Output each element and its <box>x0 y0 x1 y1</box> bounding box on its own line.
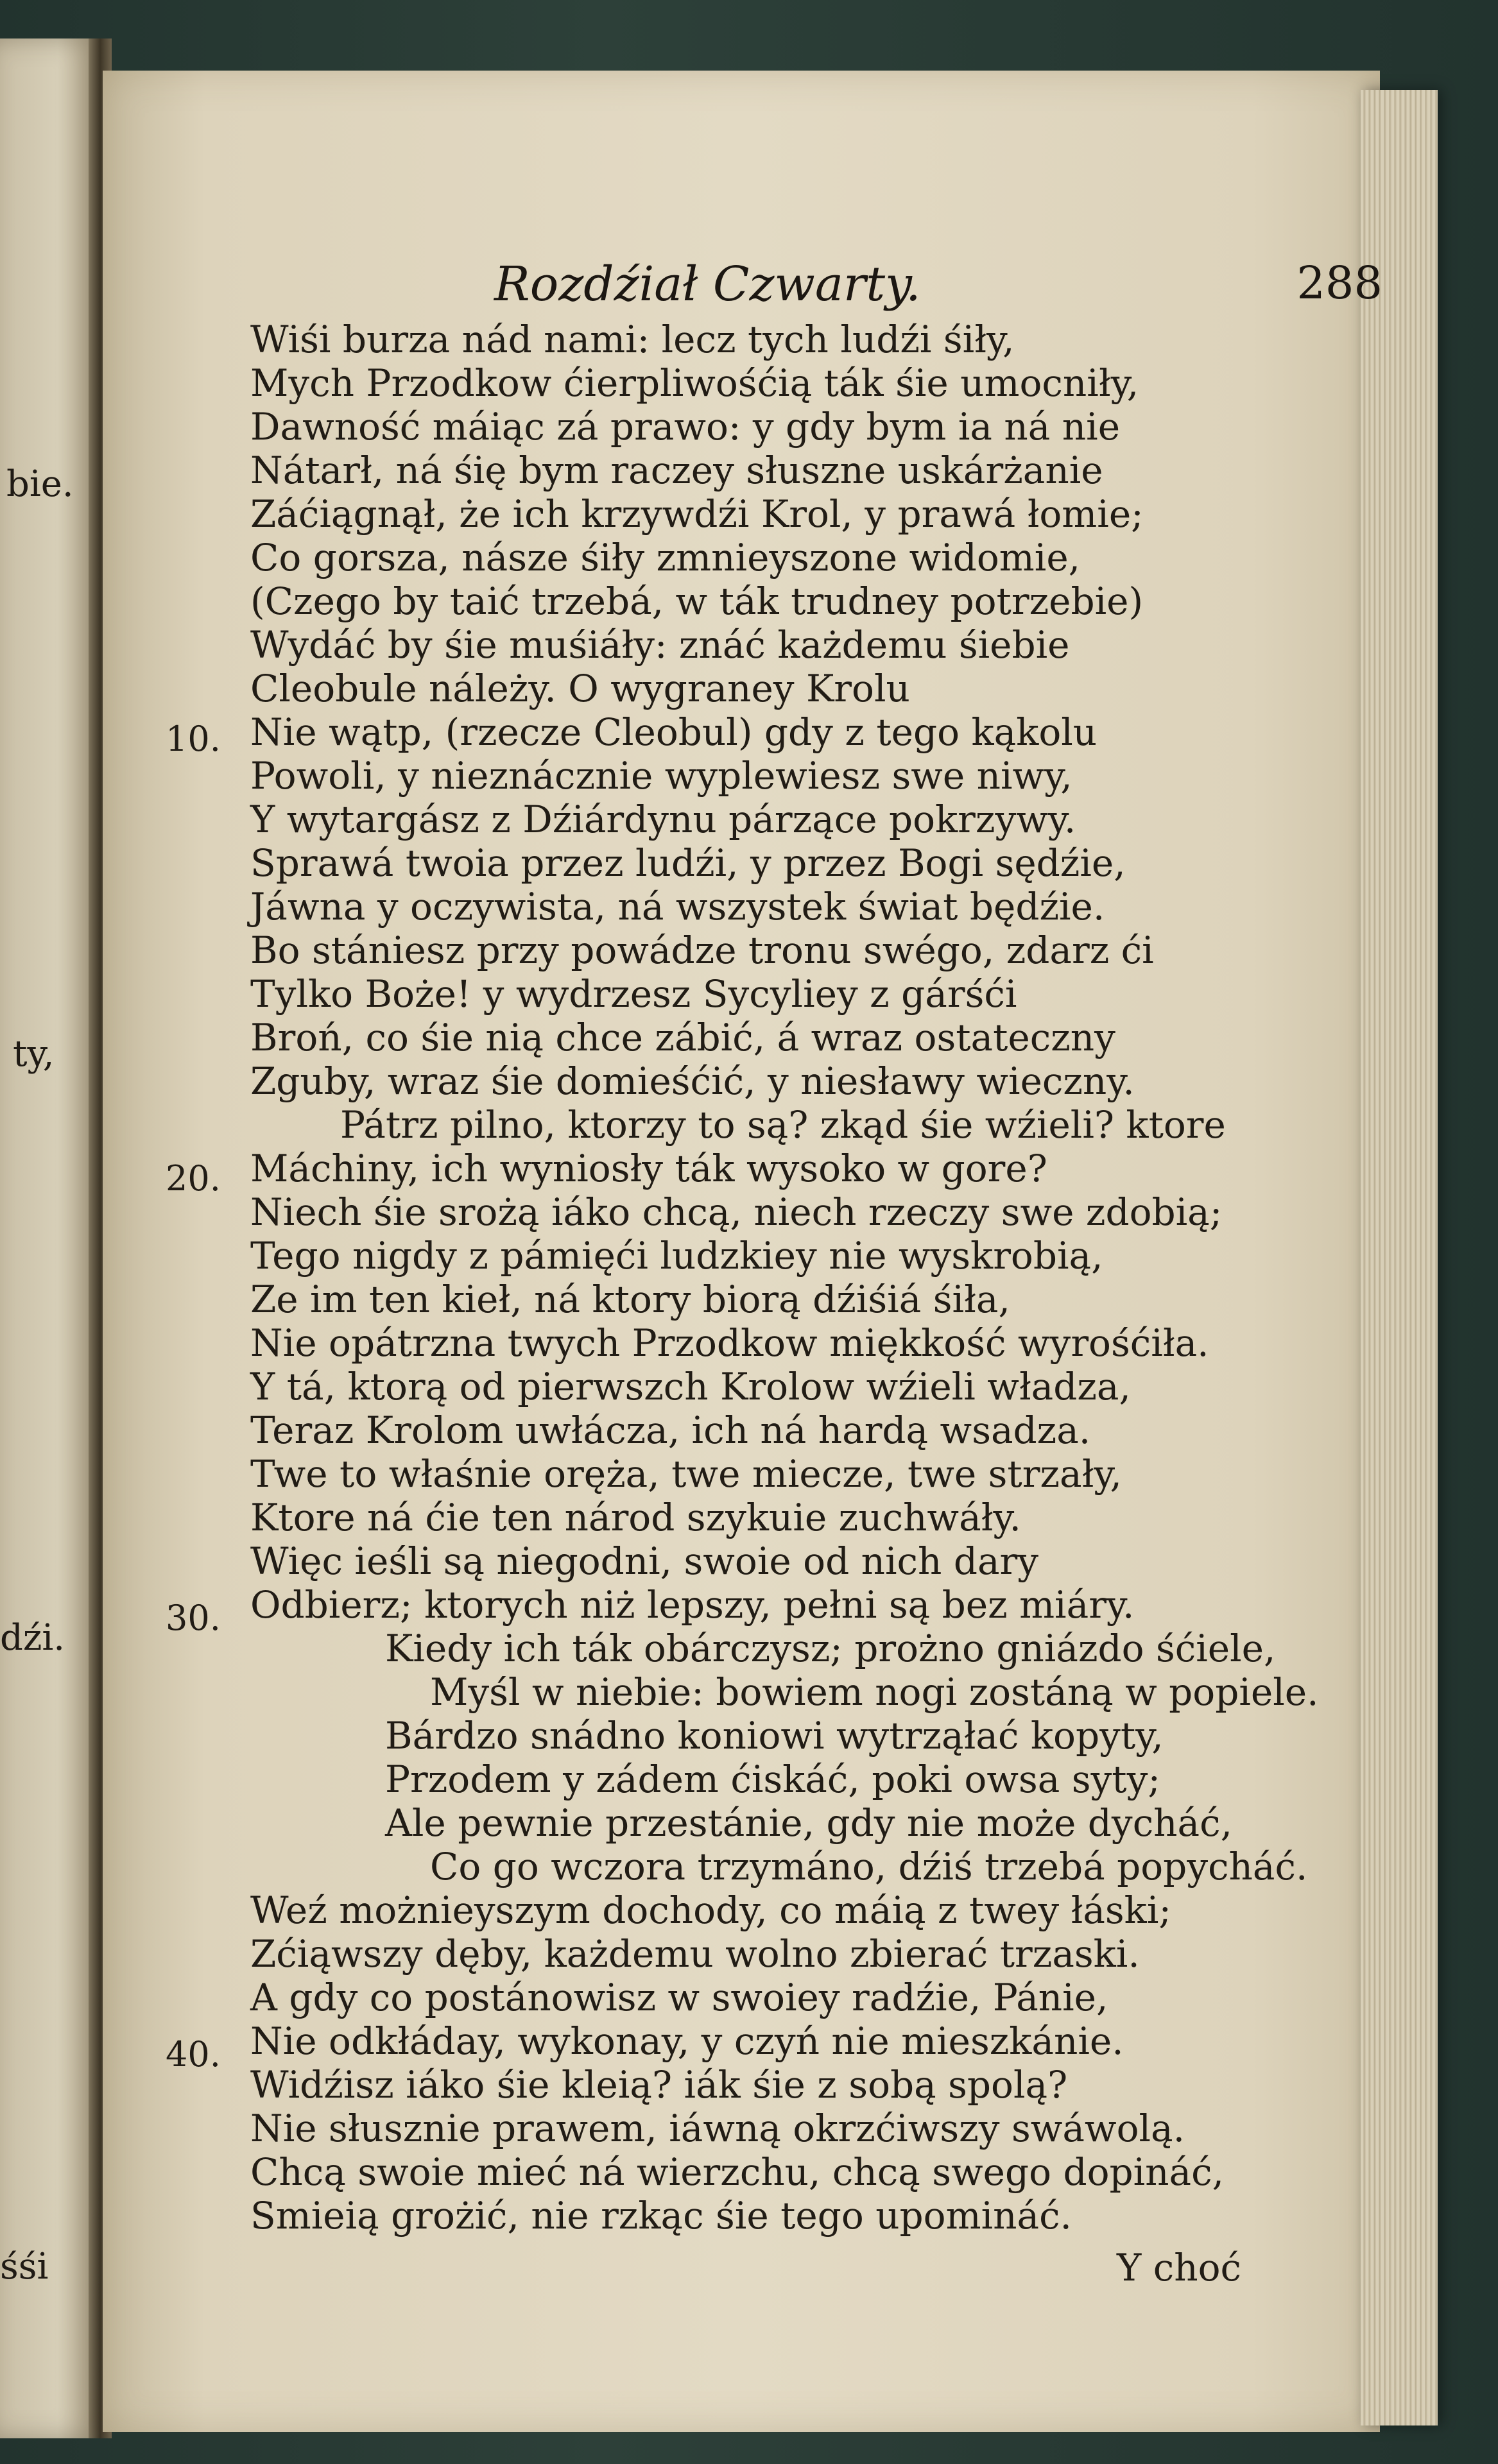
running-title: Rozdźiał Czwarty. <box>494 257 921 312</box>
line-number: 40. <box>166 2034 221 2075</box>
poem-line: Chcą swoie mieć ná wierzchu, chcą swego dopináć, <box>250 2150 1225 2194</box>
poem-line: Co gorsza, násze śiły zmnieyszone widomie, <box>250 536 1081 579</box>
poem-line: Nie słusznie prawem, iáwną okrzćiwszy swáwolą. <box>250 2107 1185 2150</box>
catchword: Y choć <box>1117 2246 1241 2289</box>
poem-line: Tego nigdy z pámięći ludzkiey nie wyskrobią, <box>250 1234 1103 1278</box>
poem-line: Przodem y zádem ćiskáć, poki owsa syty; <box>385 1758 1160 1801</box>
poem-line: Smieią grożić, nie rzkąc śie tego upomináć. <box>250 2194 1072 2237</box>
left-page-edge <box>0 38 96 2438</box>
page-number: 288 <box>1296 257 1382 309</box>
poem-line: Nie odkłáday, wykonay, y czyń nie mieszkánie. <box>250 2019 1124 2063</box>
poem-line: Kiedy ich ták obárczysz; prożno gniázdo śćiele, <box>385 1627 1276 1670</box>
line-number: 30. <box>166 1598 221 1638</box>
poem-line: Nie wątp, (rzecze Cleobul) gdy z tego kąkolu <box>250 710 1098 754</box>
poem-line: Teraz Krolom uwłácza, ich ná hardą wsadza. <box>250 1408 1091 1452</box>
poem-line: Powoli, y nieznácznie wyplewiesz swe niwy, <box>250 754 1072 798</box>
poem-line: Twe to właśnie oręża, twe miecze, twe strzały, <box>250 1452 1122 1496</box>
poem-line: Sprawá twoia przez ludźi, y przez Bogi sędźie, <box>250 841 1126 885</box>
poem-line: A gdy co postánowisz w swoiey radźie, Pánie, <box>250 1976 1108 2019</box>
poem-line: Y wytargász z Dźiárdynu párzące pokrzywy. <box>250 798 1076 841</box>
poem-line: (Czego by taić trzebá, w ták trudney potrzebie) <box>250 579 1144 623</box>
poem-line: Pátrz pilno, ktorzy to są? zkąd śie wźieli? ktore <box>340 1103 1226 1147</box>
poem-line: Máchiny, ich wyniosły ták wysoko w gore? <box>250 1147 1047 1190</box>
poem-line: Y tá, ktorą od pierwszch Krolow wźieli władza, <box>250 1365 1131 1408</box>
poem-line: Wiśi burza nád nami: lecz tych ludźi śiły, <box>250 318 1015 361</box>
poem-line: Weź możnieyszym dochody, co máią z twey łáski; <box>250 1888 1171 1932</box>
poem-line: Ale pewnie przestánie, gdy nie może dycháć, <box>385 1801 1233 1845</box>
poem-line: Więc ieśli są niegodni, swoie od nich dary <box>250 1539 1039 1583</box>
poem-line: Myśl w niebie: bowiem nogi zostáną w popiele. <box>430 1670 1319 1714</box>
poem-line: Wydáć by śie muśiáły: znáć każdemu śiebie <box>250 623 1070 667</box>
poem-line: Co go wczora trzymáno, dźiś trzebá popycháć. <box>430 1845 1308 1888</box>
poem-line: Mych Przodkow ćierpliwośćią ták śie umocniły, <box>250 361 1139 405</box>
poem-line: Záćiągnął, że ich krzywdźi Krol, y prawá łomie; <box>250 492 1144 536</box>
line-number: 10. <box>166 719 221 759</box>
poem-line: Zguby, wraz śie domieśćić, y niesławy wieczny. <box>250 1059 1135 1103</box>
poem-line: Tylko Boże! y wydrzesz Sycyliey z gárśći <box>250 972 1017 1016</box>
page-edge-stack <box>1361 90 1438 2426</box>
poem-line: Bárdzo snádno koniowi wytrząłać kopyty, <box>385 1714 1164 1758</box>
poem-line: Nátarł, ná śię bym raczey słuszne uskárżanie <box>250 449 1103 492</box>
poem-line: Zćiąwszy dęby, każdemu wolno zbierać trzaski. <box>250 1932 1140 1976</box>
poem-line: Ktore ná ćie ten národ szykuie zuchwáły. <box>250 1496 1021 1539</box>
poem-line: Cleobule náleży. O wygraney Krolu <box>250 667 910 710</box>
poem-line: Odbierz; ktorych niż lepszy, pełni są bez miáry. <box>250 1583 1135 1627</box>
margin-fragment: ty, <box>13 1033 55 1075</box>
poem-line: Widźisz iáko śie kleią? iák śie z sobą spolą? <box>250 2063 1068 2107</box>
poem-line: Nie opátrzna twych Przodkow miękkość wyrośćiła. <box>250 1321 1209 1365</box>
poem-line: Bo stániesz przy powádze tronu swégo, zdarz ći <box>250 928 1154 972</box>
margin-fragment: śśi <box>0 2246 49 2288</box>
poem-line: Ze im ten kieł, ná ktory biorą dźiśiá śiła, <box>250 1278 1010 1321</box>
poem-line: Jáwna y oczywista, ná wszystek świat będźie. <box>250 885 1105 928</box>
poem-line: Broń, co śie nią chce zábić, á wraz ostateczny <box>250 1016 1115 1059</box>
line-number: 20. <box>166 1158 221 1199</box>
page-header <box>244 257 1382 314</box>
poem-line: Dawność máiąc zá prawo: y gdy bym ia ná nie <box>250 405 1121 449</box>
margin-fragment: dźi. <box>0 1617 65 1659</box>
poem-line: Niech śie srożą iáko chcą, niech rzeczy swe zdobią; <box>250 1190 1223 1234</box>
margin-fragment: bie. <box>6 463 74 505</box>
